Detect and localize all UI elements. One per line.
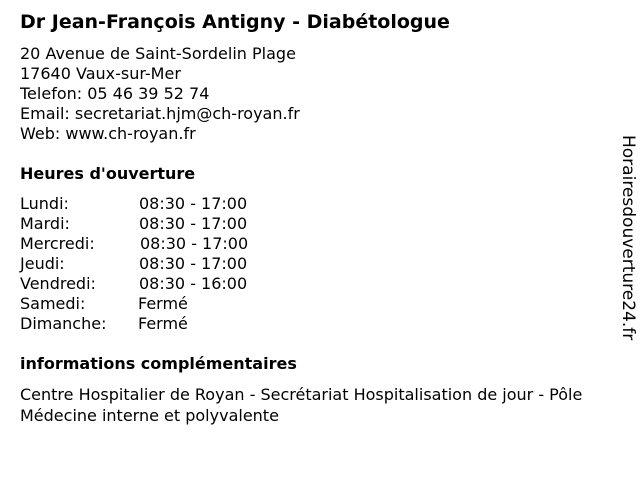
address-block [20, 44, 300, 144]
page-title: Dr Jean-François Antigny - Diabétologue [20, 11, 450, 33]
day-label: Lundi: [20, 194, 69, 213]
day-label: Jeudi: [20, 254, 65, 273]
time-value: Fermé [138, 314, 188, 333]
time-value: 08:30 - 16:00 [139, 274, 248, 293]
address-street: 20 Avenue de Saint-Sordelin Plage [20, 44, 296, 63]
day-label: Vendredi: [20, 274, 96, 293]
website-link[interactable]: Web: www.ch-royan.fr [20, 124, 196, 143]
additional-info-text: Centre Hospitalier de Royan - Secrétariat Hospitalisation de jour - Pôle Médecine interne et polyvalente [20, 385, 583, 425]
day-label: Mardi: [20, 214, 70, 233]
email-address[interactable]: Email: secretariat.hjm@ch-royan.fr [20, 104, 300, 123]
watermark-text: Horairesdouverture24.fr [618, 135, 638, 341]
opening-hours-heading: Heures d'ouverture [20, 164, 196, 183]
additional-info-heading: informations complémentaires [20, 354, 297, 373]
time-value: 08:30 - 17:00 [139, 194, 248, 213]
day-label: Mercredi: [20, 234, 95, 253]
time-value: Fermé [138, 294, 188, 313]
time-value: 08:30 - 17:00 [139, 214, 248, 233]
time-value: 08:30 - 17:00 [139, 254, 248, 273]
phone-number[interactable]: Telefon: 05 46 39 52 74 [20, 84, 210, 103]
address-city: 17640 Vaux-sur-Mer [20, 64, 181, 83]
day-label: Samedi: [20, 294, 86, 313]
day-label: Dimanche: [20, 314, 107, 333]
time-value: 08:30 - 17:00 [140, 234, 249, 253]
